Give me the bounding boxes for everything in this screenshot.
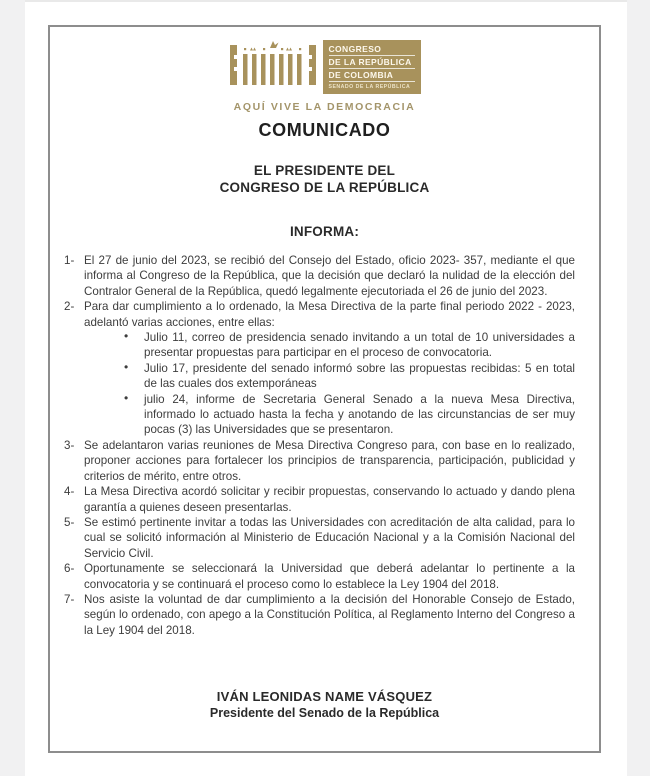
signatory-name: IVÁN LEONIDAS NAME VÁSQUEZ	[216, 689, 433, 705]
logo-org-line2: DE LA REPÚBLICA	[329, 57, 415, 69]
document-heading	[50, 162, 599, 196]
document-page-frame	[48, 25, 601, 753]
item-number: 7-	[64, 592, 75, 606]
heading-line1: EL PRESIDENTE DEL	[253, 163, 396, 178]
list-item-3	[64, 438, 575, 484]
bullet-item-1	[118, 330, 575, 361]
capitol-building-icon	[229, 40, 319, 88]
viewer-margin-left	[0, 0, 25, 776]
page-top-edge	[25, 0, 627, 2]
list-item-1	[64, 253, 575, 299]
item-number: 3-	[64, 438, 75, 452]
item-text: La Mesa Directiva acordó solicitar y recibir propuestas, conservando lo actuado y dando plena garantía a quienes deseen presentarlas.	[84, 485, 575, 514]
bullet-item-2	[118, 361, 575, 392]
heading-line2: CONGRESO DE LA REPÚBLICA	[219, 180, 430, 195]
bullet-item-3	[118, 392, 575, 438]
item-text: Para dar cumplimiento a lo ordenado, la Mesa Directiva de la parte final periodo 2022 - 2023, adelantó varias acciones, entre ellas:	[84, 300, 575, 329]
item-number: 4-	[64, 485, 75, 499]
item-text: Nos asiste la voluntad de dar cumplimiento a la decisión del Honorable Consejo de Estado, según lo ordenado, con apego a la Constitución Política, al Reglamento Interno del Congreso a la Ley 1904 del 2018.	[84, 592, 575, 637]
congress-logo-banner	[323, 40, 421, 94]
item-number: 5-	[64, 515, 75, 529]
signature-block	[50, 688, 599, 722]
item-number: 2-	[64, 300, 75, 314]
bullet-text: Julio 11, correo de presidencia senado invitando a un total de 10 universidades a presentar propuestas para participar en el proceso de convocatoria.	[144, 331, 575, 360]
viewer-margin-right	[627, 0, 650, 776]
item-text: Oportunamente se seleccionará la Universidad que deberá adelantar lo pertinente a la convocatoria y se continuará el proceso como lo establece la Ley 1904 del 2018.	[84, 562, 575, 591]
item-text: Se adelantaron varias reuniones de Mesa Directiva Congreso para, con base en lo realizado, proponer acciones para fortalecer los principios de transparencia, participación, publicidad y criterios de mérito, entre otros.	[84, 438, 575, 483]
informa-label: INFORMA:	[289, 224, 360, 239]
bullet-text: Julio 17, presidente del senado informó sobre las propuestas recibidas: 5 en total de las cuales dos extemporáneas	[144, 361, 575, 391]
bullet-glyph: •	[124, 329, 129, 344]
congress-logo	[50, 40, 599, 94]
item-text: Se estimó pertinente invitar a todas las Universidades con acreditación de alta calidad, para lo cual se solicitó información al Ministerio de Educación Nacional y a la Comisión Nacional del Servicio Civil.	[84, 515, 575, 560]
list-item-4	[64, 484, 575, 515]
item-number: 6-	[64, 562, 75, 576]
list-item-6	[64, 561, 575, 592]
list-item-5	[64, 515, 575, 561]
logo-org-line1: CONGRESO	[329, 44, 415, 56]
sub-bullet-list	[84, 330, 575, 438]
logo-senate-line: SENADO DE LA REPÚBLICA	[328, 84, 411, 90]
document-title: COMUNICADO	[258, 120, 391, 140]
logo-org-line3: DE COLOMBIA	[329, 70, 415, 82]
communique-item-list	[50, 253, 599, 638]
list-item-7	[64, 592, 575, 638]
logo-tagline: AQUÍ VIVE LA DEMOCRACIA	[233, 101, 416, 113]
bullet-glyph: •	[124, 390, 129, 405]
list-item-2	[64, 299, 575, 438]
item-text: El 27 de junio del 2023, se recibió del Consejo del Estado, oficio 2023- 357, mediante el que informa al Congreso de la República, que la decisión que declaró la nulidad de la elección del Contralor General de la República, quedó legalmente ejecutoriada el 26 de junio del 2023.	[84, 254, 575, 298]
signatory-title: Presidente del Senado de la República	[209, 706, 440, 721]
bullet-glyph: •	[124, 359, 129, 374]
item-number: 1-	[64, 254, 75, 267]
bullet-text: julio 24, informe de Secretaria General Senado a la nueva Mesa Directiva, informado lo actuado hasta la fecha y anotando de las circunstancias de ser muy pocas (3) las Universidades que se presentaron.	[144, 392, 575, 437]
